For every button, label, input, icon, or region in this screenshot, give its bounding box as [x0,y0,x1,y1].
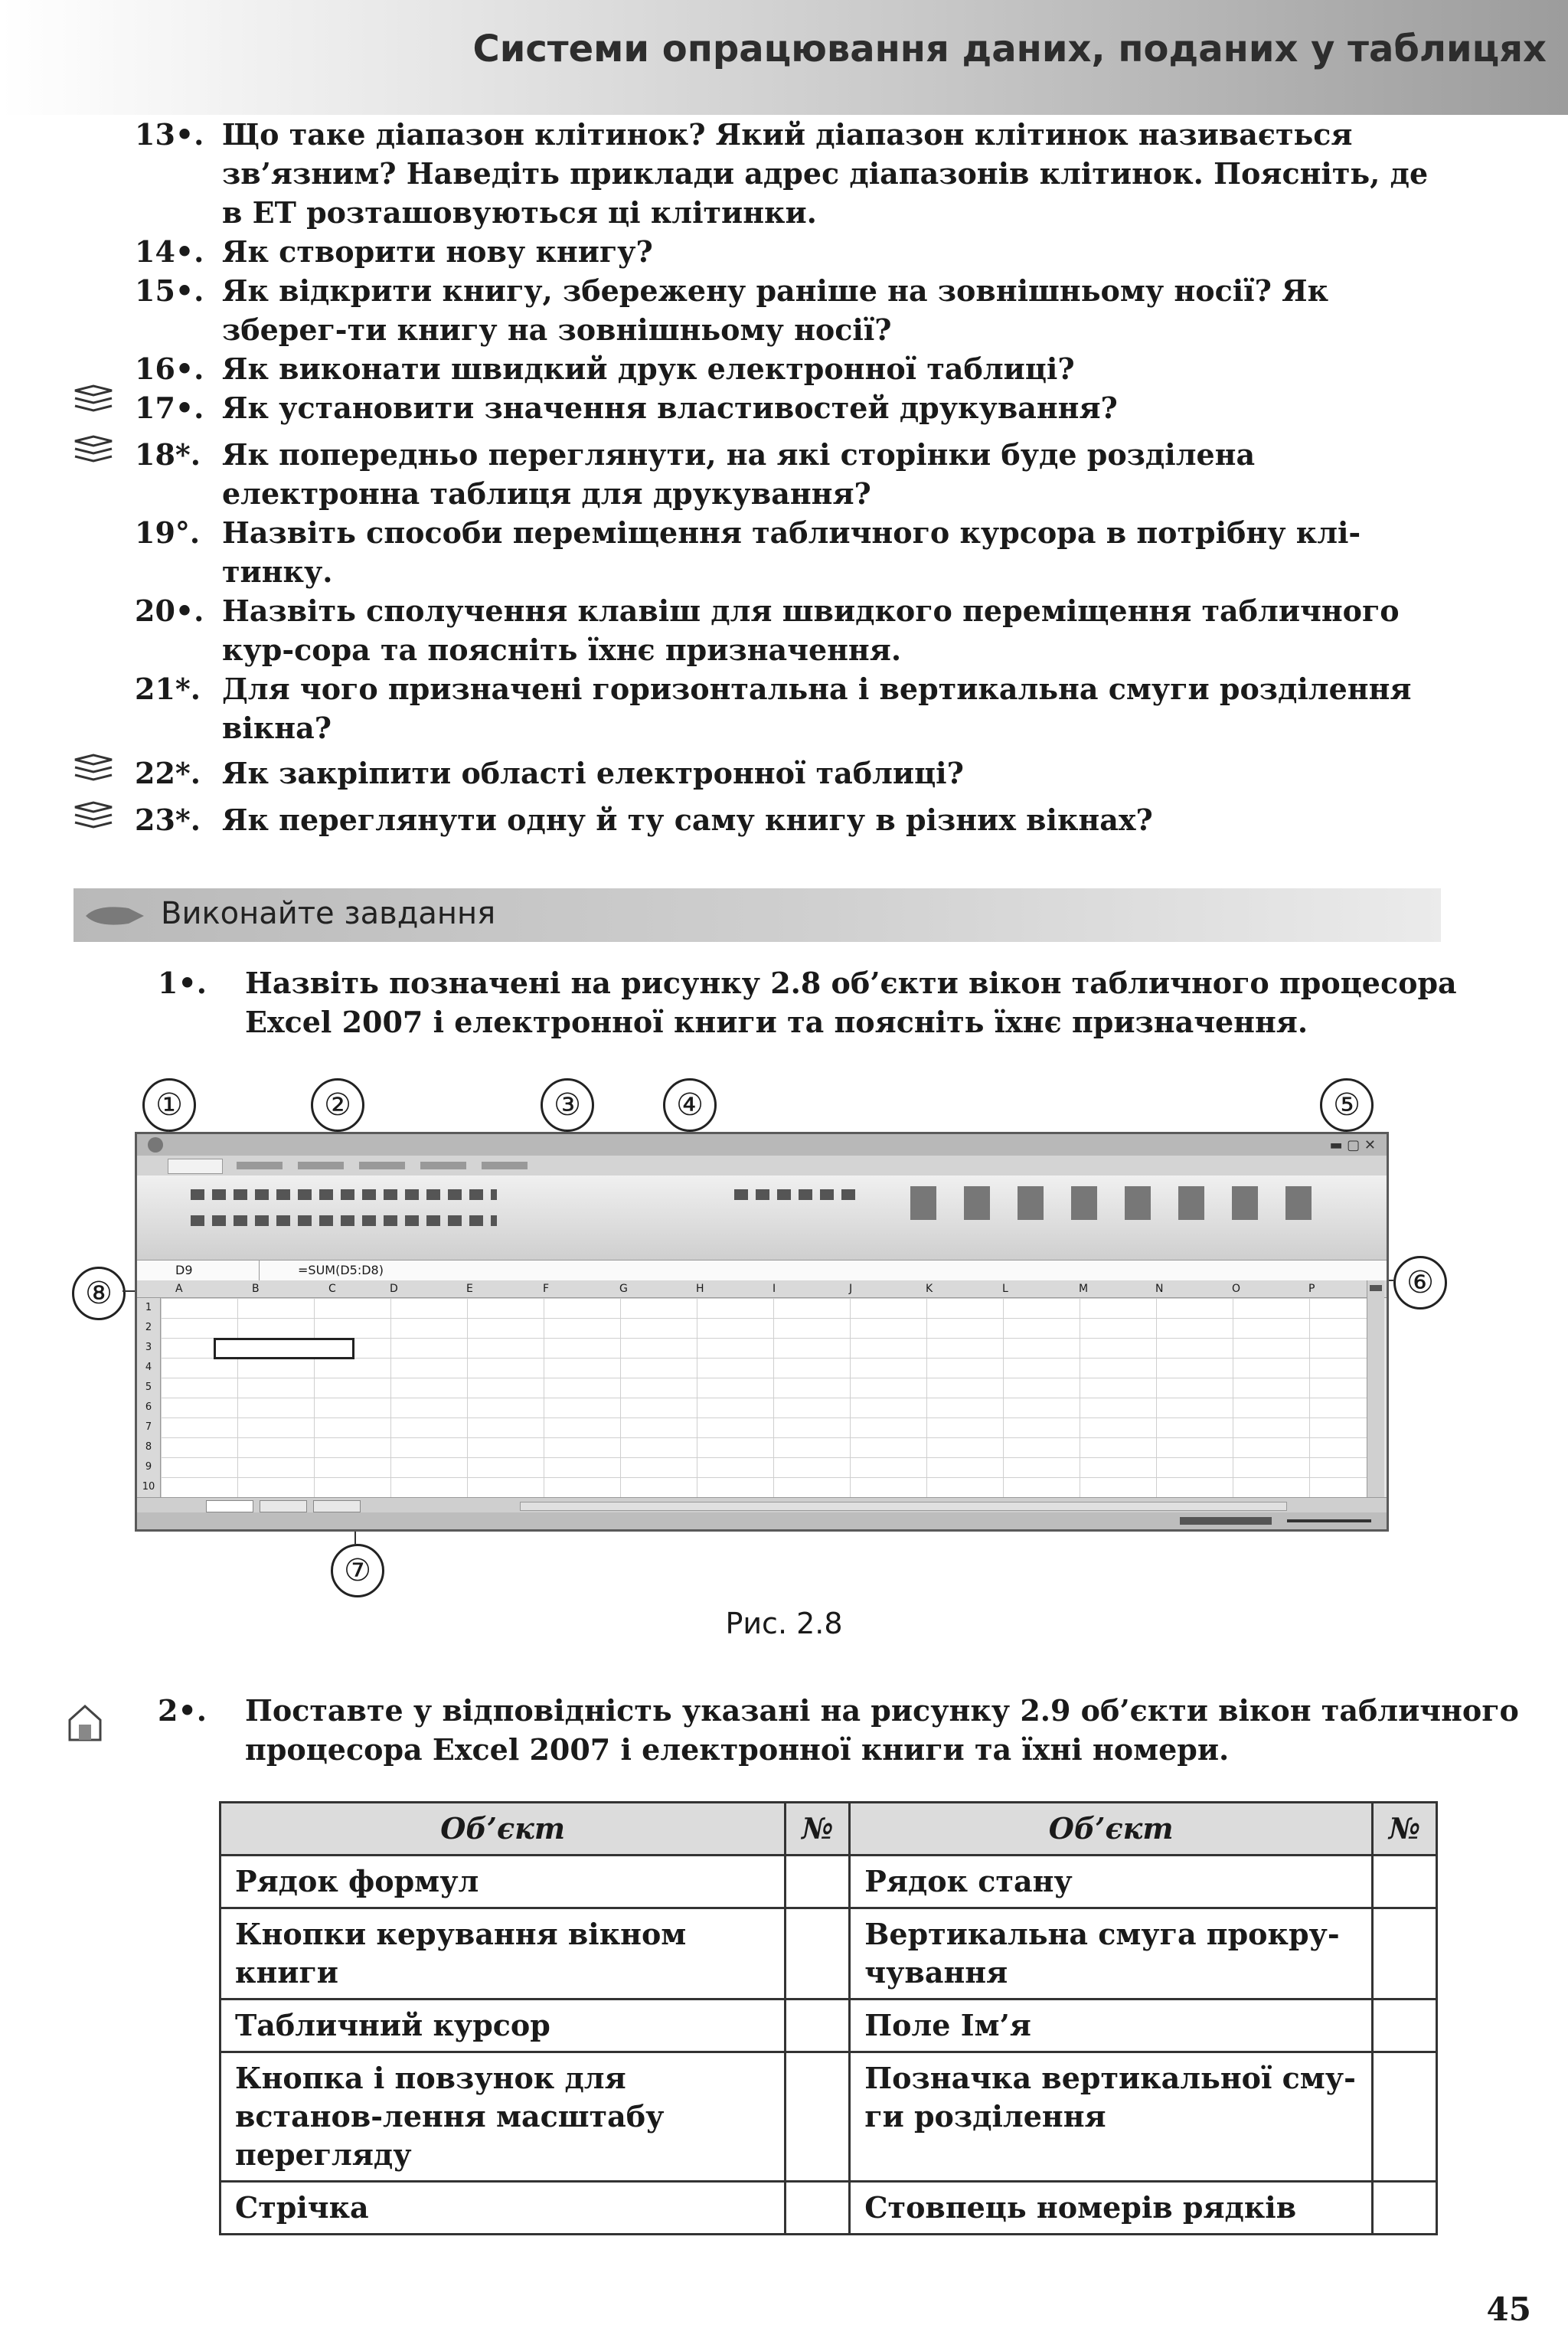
question-number: 17•. [135,391,204,425]
ribbon-tab[interactable] [482,1162,528,1169]
table-row [220,2182,1437,2235]
page-number: 45 [1486,2291,1531,2328]
ribbon-tab[interactable] [420,1162,466,1169]
books-icon [70,799,116,833]
column-header[interactable]: I [773,1283,776,1295]
ribbon-tabs [137,1156,1387,1176]
font-group-icons[interactable] [191,1189,497,1200]
horizontal-scrollbar[interactable] [520,1502,1287,1511]
zoom-slider[interactable] [1287,1519,1371,1522]
callout-3: ③ [541,1078,594,1132]
house-icon [66,1702,104,1743]
object-cell: Вертикальна смуга прокру-чування [850,1908,1373,1999]
callout-7: ⑦ [331,1544,384,1597]
question-number: 13•. [135,117,204,152]
table-row [220,1999,1437,2052]
question-item [135,800,1444,839]
question-text: Як виконати швидкий друк електронної таблиці? [222,352,1075,386]
matching-table [219,1801,1438,2235]
review-questions [135,115,1444,839]
table-header-row [220,1803,1437,1856]
question-text: Назвіть способи переміщення табличного курсора в потрібну клі-тинку. [222,515,1361,589]
object-cell: Табличний курсор [220,1999,786,2052]
callout-6: ⑥ [1393,1256,1447,1310]
column-header[interactable]: K [926,1283,933,1295]
object-cell: Рядок стану [850,1856,1373,1908]
question-text: Як відкрити книгу, збережену раніше на зовнішньому носії? Як зберег-ти книгу на зовнішньому носії? [222,273,1329,347]
worksheet-grid[interactable] [161,1298,1367,1497]
sheet-tabs-bar [137,1497,1387,1513]
object-cell: Стрічка [220,2182,786,2235]
view-buttons[interactable] [1180,1517,1272,1525]
question-number: 16•. [135,352,204,386]
column-header[interactable]: O [1232,1283,1241,1295]
row-number[interactable]: 8 [145,1441,152,1453]
object-header: Об’єкт [850,1803,1373,1856]
column-header[interactable]: P [1308,1283,1315,1295]
question-item [135,349,1444,388]
object-cell: Кнопки керування вікном книги [220,1908,786,1999]
object-cell: Кнопка і повзунок для встанов-лення масштабу перегляду [220,2052,786,2182]
callout-4: ④ [663,1078,717,1132]
question-number: 21*. [135,672,201,706]
number-cell[interactable] [786,2182,850,2235]
row-number[interactable]: 7 [145,1421,152,1433]
ribbon [137,1176,1387,1260]
question-number: 22*. [135,756,201,790]
task-text: Поставте у відповідність указані на рисунку 2.9 об’єкти вікон табличного процесора Excel 2007 і електронної книги та їхні номери. [245,1693,1519,1767]
question-item [135,754,1444,793]
office-button-icon[interactable] [148,1137,163,1153]
row-number[interactable]: 9 [145,1461,152,1473]
question-item [135,271,1444,349]
object-cell: Стовпець номерів рядків [850,2182,1373,2235]
question-text: Як переглянути одну й ту саму книгу в різних вікнах? [222,803,1153,837]
question-item [135,669,1444,747]
column-header[interactable]: L [1002,1283,1008,1295]
ribbon-tab[interactable] [237,1162,283,1169]
row-number[interactable]: 10 [142,1481,155,1493]
styles-cells-editing-icons[interactable] [910,1186,1339,1220]
column-header[interactable]: J [849,1283,853,1295]
question-number: 19°. [135,515,201,550]
column-header[interactable]: A [175,1283,183,1295]
column-header[interactable]: D [390,1283,398,1295]
question-number: 15•. [135,273,204,308]
callout-1: ① [142,1078,196,1132]
alignment-group-icons[interactable] [191,1215,497,1226]
question-text: Як установити значення властивостей друкування? [222,391,1118,425]
row-number[interactable]: 3 [145,1342,152,1353]
row-number[interactable]: 5 [145,1381,152,1393]
column-header[interactable]: B [252,1283,260,1295]
table-row [220,1856,1437,1908]
column-headers [137,1280,1387,1298]
column-header[interactable]: F [543,1283,550,1295]
task-item [158,1691,1531,1769]
question-number: 14•. [135,234,204,269]
column-header[interactable]: C [328,1283,336,1295]
number-cell[interactable] [1373,1908,1437,1999]
number-header: № [786,1803,850,1856]
column-header[interactable]: E [466,1283,473,1295]
vertical-scrollbar[interactable] [1367,1280,1384,1497]
row-number[interactable]: 4 [145,1362,152,1373]
question-number: 18*. [135,437,201,472]
task-number: 2•. [158,1693,207,1728]
number-cell[interactable] [1373,1856,1437,1908]
number-cell[interactable] [786,1856,850,1908]
vertical-split-marker[interactable] [1370,1285,1382,1291]
excel-window [135,1132,1389,1532]
question-text: Як закріпити області електронної таблиці? [222,756,964,790]
callout-5: ⑤ [1320,1078,1374,1132]
number-cell[interactable] [1373,2052,1437,2182]
number-cell[interactable] [786,1908,850,1999]
status-bar [137,1512,1387,1529]
question-text: Для чого призначені горизонтальна і вертикальна смуги розділення вікна? [222,672,1412,745]
column-header[interactable]: H [696,1283,704,1295]
number-cell[interactable] [1373,2182,1437,2235]
pencil-icon [83,901,147,931]
sheet-tab[interactable] [206,1500,253,1512]
books-icon [70,752,116,786]
number-cell[interactable] [1373,1999,1437,2052]
question-text: Як створити нову книгу? [222,234,653,269]
question-item [135,232,1444,271]
question-item [135,591,1444,669]
ribbon-tab[interactable] [359,1162,405,1169]
window-controls-icon[interactable]: ▬ ▢ ✕ [1329,1137,1376,1153]
column-header[interactable]: N [1155,1283,1164,1295]
table-row [220,1908,1437,1999]
question-item [135,513,1444,591]
question-item [135,435,1444,513]
object-header: Об’єкт [220,1803,786,1856]
row-number[interactable]: 1 [145,1302,152,1313]
column-header[interactable]: G [619,1283,628,1295]
table-row [220,2052,1437,2182]
number-header: № [1373,1803,1437,1856]
callout-2: ② [311,1078,364,1132]
question-number: 23*. [135,803,201,837]
row-numbers-column [137,1298,161,1497]
question-item [135,115,1444,232]
table-cursor[interactable] [214,1338,354,1359]
running-header: Системи опрацювання даних, поданих у таблицях [472,28,1547,70]
question-number: 20•. [135,593,204,628]
books-icon [70,383,116,417]
ribbon-tab[interactable] [298,1162,344,1169]
sheet-tab[interactable] [313,1500,361,1512]
object-cell: Позначка вертикальної сму-ги розділення [850,2052,1373,2182]
question-text: Що таке діапазон клітинок? Який діапазон клітинок називається зв’язним? Наведіть приклади адрес діапазонів клітинок. Поясніть, де в ЕТ розташовуються ці клітинки. [222,117,1429,230]
number-group-icons[interactable] [734,1189,857,1200]
number-cell[interactable] [786,1999,850,2052]
books-icon [70,433,116,467]
row-number[interactable]: 6 [145,1401,152,1413]
task-text: Назвіть позначені на рисунку 2.8 об’єкти вікон табличного процесора Excel 2007 і електронної книги та поясніть їхнє призначення. [245,966,1457,1039]
object-cell: Рядок формул [220,1856,786,1908]
section-title: Виконайте завдання [161,896,496,931]
number-cell[interactable] [786,2052,850,2182]
question-text: Назвіть сполучення клавіш для швидкого переміщення табличного кур-сора та поясніть їхнє призначення. [222,593,1400,667]
row-number[interactable]: 2 [145,1322,152,1333]
question-item [135,388,1444,427]
task-item [158,963,1531,1041]
name-box[interactable]: D9 [145,1261,260,1280]
title-bar [137,1134,1387,1156]
figure-caption: Рис. 2.8 [725,1607,843,1640]
task-number: 1•. [158,966,207,1000]
ribbon-tab-active[interactable] [168,1159,223,1174]
question-text: Як попередньо переглянути, на які сторінки буде розділена електронна таблиця для друкування? [222,437,1256,511]
callout-8: ⑧ [72,1267,126,1320]
formula-bar [137,1260,1387,1281]
sheet-tab[interactable] [260,1500,307,1512]
formula-input[interactable]: =SUM(D5:D8) [298,1263,384,1277]
object-cell: Поле Ім’я [850,1999,1373,2052]
column-header[interactable]: M [1079,1283,1089,1295]
